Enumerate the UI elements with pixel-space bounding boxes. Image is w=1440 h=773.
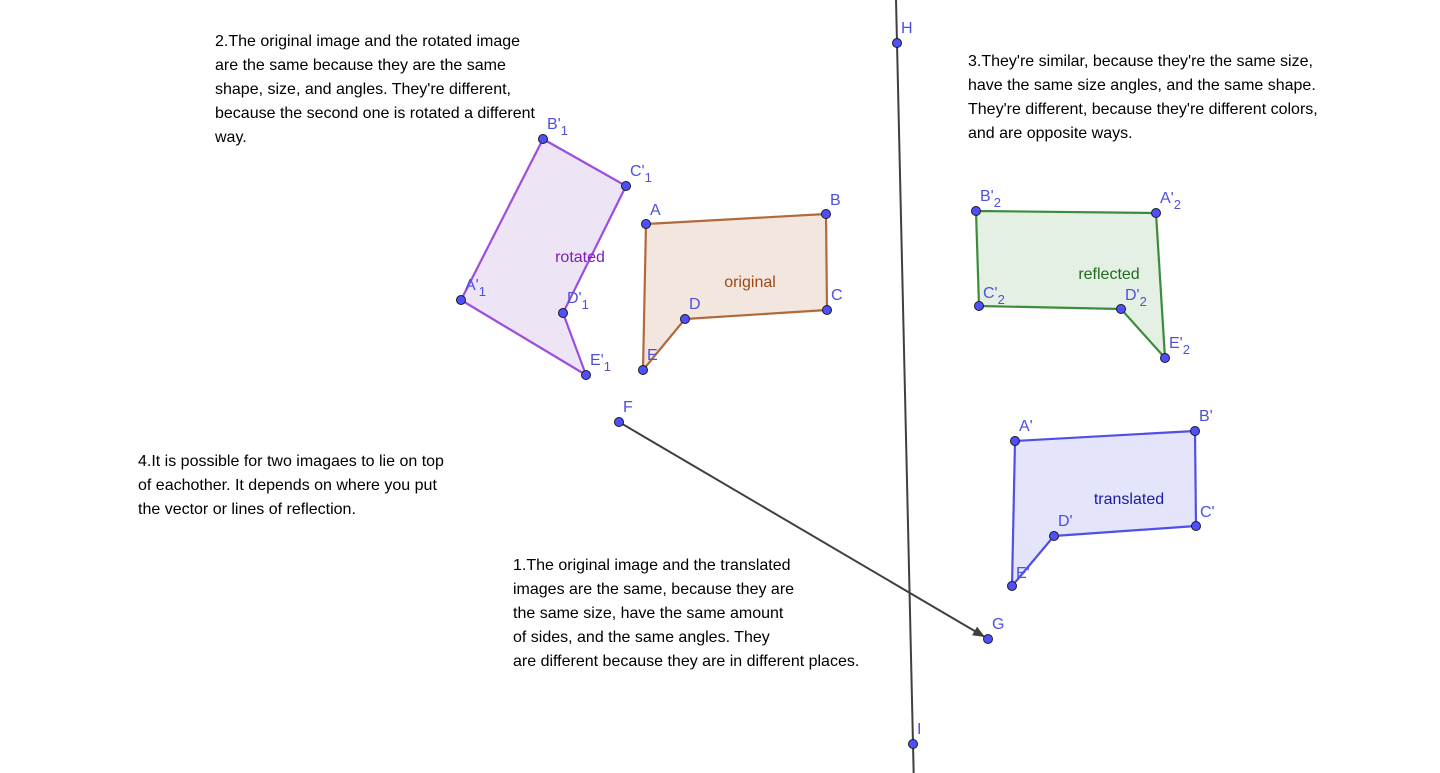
original-b-point[interactable] — [822, 210, 831, 219]
reflected-c-prime-2-point[interactable] — [975, 302, 984, 311]
mirror-h-point[interactable] — [893, 39, 902, 48]
rotated-c-prime-1-label: $C'_1$ — [630, 163, 652, 185]
vector-end-g-point[interactable] — [984, 635, 993, 644]
original-c-point[interactable] — [823, 306, 832, 315]
rotated-e-prime-1-point[interactable] — [582, 371, 591, 380]
translated-c-prime-label: C' — [1200, 504, 1215, 521]
rotated-d-prime-1-label: $D'_1$ — [567, 290, 589, 312]
rotated-c-prime-1-point[interactable] — [622, 182, 631, 191]
original-caption: original — [724, 274, 776, 291]
reflected-d-prime-2-label: $D'_2$ — [1125, 287, 1147, 309]
original-a-point[interactable] — [642, 220, 651, 229]
rotated-b-prime-1-point[interactable] — [539, 135, 548, 144]
rotated-a-prime-1-point[interactable] — [457, 296, 466, 305]
translated-polygon[interactable] — [1012, 431, 1196, 586]
note-translation — [513, 554, 859, 674]
reflected-a-prime-2-point[interactable] — [1152, 209, 1161, 218]
note-line: 3.They're similar, because they're the same size, — [968, 53, 1313, 70]
reflected-d-prime-2-point[interactable] — [1117, 305, 1126, 314]
vector-start-f-label: F — [623, 399, 633, 416]
polygon-layer — [461, 139, 1196, 586]
translated-a-prime-label: A' — [1019, 418, 1033, 435]
vector-end-g-label: G — [992, 616, 1005, 633]
rotated-a-prime-1-label: $A'_1$ — [465, 277, 486, 299]
note-line: shape, size, and angles. They're different, — [215, 81, 511, 98]
translated-b-prime-label: B' — [1199, 408, 1213, 425]
note-line: because the second one is rotated a different — [215, 105, 535, 122]
note-line: and are opposite ways. — [968, 125, 1133, 142]
translated-c-prime-point[interactable] — [1192, 522, 1201, 531]
original-b-label: B — [830, 192, 841, 209]
reflected-caption: reflected — [1078, 266, 1140, 283]
translated-e-prime-label: E' — [1016, 565, 1030, 582]
original-d-label: D — [689, 296, 701, 313]
note-reflection — [968, 50, 1318, 146]
reflected-b-prime-2-label: $B'_2$ — [980, 188, 1001, 210]
note-line: of sides, and the same angles. They — [513, 629, 770, 646]
translated-b-prime-point[interactable] — [1191, 427, 1200, 436]
reflected-polygon[interactable] — [976, 211, 1165, 358]
reflected-e-prime-2-label: $E'_2$ — [1169, 335, 1190, 357]
original-e-label: E — [647, 347, 658, 364]
original-polygon[interactable] — [643, 214, 827, 370]
note-line: 1.The original image and the translated — [513, 557, 791, 574]
translated-e-prime-point[interactable] — [1008, 582, 1017, 591]
rotated-caption: rotated — [555, 249, 605, 266]
note-line: They're different, because they're different colors, — [968, 101, 1318, 118]
rotated-b-prime-1-label: $B'_1$ — [547, 116, 568, 138]
reflected-b-prime-2-point[interactable] — [972, 207, 981, 216]
note-line: the vector or lines of reflection. — [138, 501, 356, 518]
note-overlap — [138, 450, 444, 522]
translated-caption: translated — [1093, 491, 1165, 508]
original-c-label: C — [831, 287, 843, 304]
original-a-label: A — [650, 202, 661, 219]
note-line: way. — [215, 129, 247, 146]
note-line: are the same because they are the same — [215, 57, 506, 74]
reflected-a-prime-2-label: $A'_2$ — [1160, 190, 1181, 212]
mirror-h-label: H — [901, 20, 913, 37]
note-line: 4.It is possible for two imagaes to lie on top — [138, 453, 444, 470]
rotated-e-prime-1-label: $E'_1$ — [590, 352, 611, 374]
translated-d-prime-label: D' — [1058, 513, 1073, 530]
mirror-line[interactable] — [896, 0, 914, 773]
note-line: images are the same, because they are — [513, 581, 795, 598]
translated-a-prime-point[interactable] — [1011, 437, 1020, 446]
mirror-i-label: I — [917, 721, 922, 738]
note-line: 2.The original image and the rotated image — [215, 33, 521, 50]
vector-start-f-point[interactable] — [615, 418, 624, 427]
original-d-point[interactable] — [681, 315, 690, 324]
note-line: are different because they are in different places. — [513, 653, 860, 670]
note-line: of eachother. It depends on where you put — [138, 477, 437, 494]
note-rotation — [215, 30, 535, 150]
mirror-i-point[interactable] — [909, 740, 918, 749]
original-e-point[interactable] — [639, 366, 648, 375]
translated-d-prime-point[interactable] — [1050, 532, 1059, 541]
reflected-c-prime-2-label: $C'_2$ — [983, 285, 1005, 307]
reflected-e-prime-2-point[interactable] — [1161, 354, 1170, 363]
note-line: have the same size angles, and the same shape. — [968, 77, 1316, 94]
rotated-d-prime-1-point[interactable] — [559, 309, 568, 318]
note-line: the same size, have the same amount — [513, 605, 784, 622]
